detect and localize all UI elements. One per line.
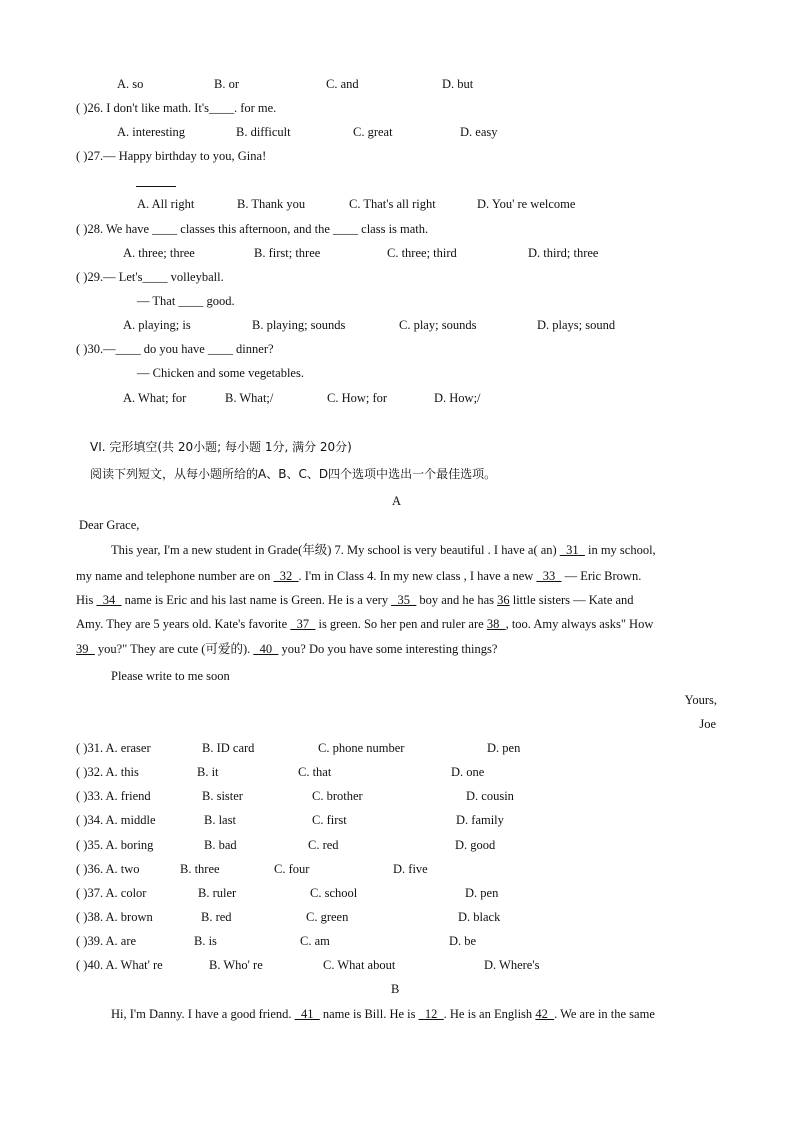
q34-stem: ( )34. A. middle xyxy=(76,813,156,827)
q28-option-d: D. third; three xyxy=(528,246,599,260)
text: you? Do you have some interesting things? xyxy=(278,642,498,656)
section-instruction: 阅读下列短文，从每小题所给的A、B、C、D四个选项中选出一个最佳选项。 xyxy=(90,467,497,481)
text: His xyxy=(76,593,97,607)
blank-37: _37_ xyxy=(290,617,316,631)
q25-option-c: C. and xyxy=(326,77,359,91)
text: you?" They are cute (可爱的). xyxy=(94,642,254,656)
q25-option-d: D. but xyxy=(442,77,474,91)
blank-38: 38_ xyxy=(486,617,506,631)
q27-answer-blank xyxy=(136,186,176,187)
q40-option-b: B. Who' re xyxy=(209,958,263,972)
q37-stem: ( )37. A. color xyxy=(76,886,147,900)
yours: Yours, xyxy=(684,693,717,707)
q40-stem: ( )40. A. What' re xyxy=(76,958,163,972)
q26-option-b: B. difficult xyxy=(236,125,291,139)
q26-option-a: A. interesting xyxy=(117,125,186,139)
closing: Please write to me soon xyxy=(111,669,230,683)
q38-option-c: C. green xyxy=(306,910,349,924)
signature: Joe xyxy=(699,717,716,731)
text: my name and telephone number are on xyxy=(76,569,274,583)
blank-42: 42_ xyxy=(535,1007,555,1021)
q30-reply: — Chicken and some vegetables. xyxy=(137,366,304,380)
blank-33: _33_ xyxy=(536,569,562,583)
q39-option-b: B. is xyxy=(194,934,217,948)
q38-option-d: D. black xyxy=(458,910,501,924)
q28-option-c: C. three; third xyxy=(387,246,457,260)
q31-stem: ( )31. A. eraser xyxy=(76,741,151,755)
text: . I'm in Class 4. In my new class , I have a new xyxy=(298,569,537,583)
text: . He is an English xyxy=(443,1007,536,1021)
q32-option-c: C. that xyxy=(298,765,332,779)
q36-option-b: B. three xyxy=(180,862,220,876)
q27-option-c: C. That's all right xyxy=(349,197,436,211)
q27-option-b: B. Thank you xyxy=(237,197,306,211)
q33-option-d: D. cousin xyxy=(466,789,514,803)
q37-option-b: B. ruler xyxy=(198,886,237,900)
q30-option-a: A. What; for xyxy=(123,391,187,405)
q30-option-c: C. How; for xyxy=(327,391,388,405)
text: Hi, I'm Danny. I have a good friend. xyxy=(111,1007,295,1021)
q32-stem: ( )32. A. this xyxy=(76,765,139,779)
q35-option-d: D. good xyxy=(455,838,496,852)
blank-34: _34_ xyxy=(96,593,122,607)
q31-option-b: B. ID card xyxy=(202,741,255,755)
text: in my school, xyxy=(584,543,656,557)
q28-option-a: A. three; three xyxy=(123,246,195,260)
passage-b-line-1 xyxy=(111,1006,655,1022)
q39-option-d: D. be xyxy=(449,934,477,948)
blank-39: 39_ xyxy=(76,642,95,656)
text: boy and he has xyxy=(416,593,498,607)
text: , too. Amy always asks" How xyxy=(505,617,654,631)
q32-option-b: B. it xyxy=(197,765,219,779)
q33-stem: ( )33. A. friend xyxy=(76,789,151,803)
text: . We are in the same xyxy=(554,1007,655,1021)
q27-option-d: D. You' re welcome xyxy=(477,197,576,211)
q29-option-d: D. plays; sound xyxy=(537,318,616,332)
text: This year, I'm a new student in Grade(年级) 7. My school is very beautiful . I have a( an) xyxy=(111,543,560,557)
blank-36: 36 xyxy=(497,593,510,607)
q28-stem: ( )28. We have ____ classes this afternoon, and the ____ class is math. xyxy=(76,222,429,236)
q26-stem: ( )26. I don't like math. It's____. for me. xyxy=(76,101,277,115)
q29-option-b: B. playing; sounds xyxy=(252,318,346,332)
q34-option-d: D. family xyxy=(456,813,504,827)
text: name is Bill. He is xyxy=(319,1007,419,1021)
q29-reply: — That ____ good. xyxy=(137,294,235,308)
blank-31: _31_ xyxy=(559,543,585,557)
q26-option-c: C. great xyxy=(353,125,393,139)
passage-a-line-4 xyxy=(76,616,653,632)
q34-option-b: B. last xyxy=(204,813,236,827)
q40-option-c: C. What about xyxy=(323,958,396,972)
passage-a-line-5 xyxy=(76,641,497,657)
blank-35: _35_ xyxy=(391,593,417,607)
q35-stem: ( )35. A. boring xyxy=(76,838,154,852)
q35-option-b: B. bad xyxy=(204,838,237,852)
q31-option-d: D. pen xyxy=(487,741,521,755)
q29-stem: ( )29.— Let's____ volleyball. xyxy=(76,270,224,284)
q30-stem: ( )30.—____ do you have ____ dinner? xyxy=(76,342,274,356)
q29-option-a: A. playing; is xyxy=(123,318,191,332)
passage-a-line-3 xyxy=(76,592,634,608)
text: little sisters — Kate and xyxy=(509,593,634,607)
q36-option-d: D. five xyxy=(393,862,428,876)
q30-option-d: D. How;/ xyxy=(434,391,481,405)
text: Amy. They are 5 years old. Kate's favorite xyxy=(76,617,291,631)
q25-option-b: B. or xyxy=(214,77,239,91)
text: — Eric Brown. xyxy=(561,569,642,583)
q39-option-c: C. am xyxy=(300,934,330,948)
q32-option-d: D. one xyxy=(451,765,485,779)
q37-option-c: C. school xyxy=(310,886,358,900)
q30-option-b: B. What;/ xyxy=(225,391,274,405)
blank-40: _40_ xyxy=(253,642,279,656)
text: name is Eric and his last name is Green. He is a very xyxy=(121,593,392,607)
q31-option-c: C. phone number xyxy=(318,741,405,755)
passage-a-heading: A xyxy=(392,494,402,508)
q40-option-d: D. Where's xyxy=(484,958,540,972)
q36-option-c: C. four xyxy=(274,862,310,876)
q29-option-c: C. play; sounds xyxy=(399,318,477,332)
q35-option-c: C. red xyxy=(308,838,339,852)
q37-option-d: D. pen xyxy=(465,886,499,900)
q39-stem: ( )39. A. are xyxy=(76,934,137,948)
q34-option-c: C. first xyxy=(312,813,347,827)
q33-option-b: B. sister xyxy=(202,789,243,803)
q38-option-b: B. red xyxy=(201,910,232,924)
q38-stem: ( )38. A. brown xyxy=(76,910,153,924)
blank-41: _41_ xyxy=(294,1007,320,1021)
passage-a-line-2 xyxy=(76,568,641,584)
passage-a-line-1 xyxy=(111,542,656,558)
blank-32: _32_ xyxy=(273,569,299,583)
salutation: Dear Grace, xyxy=(79,518,140,532)
q36-stem: ( )36. A. two xyxy=(76,862,140,876)
q27-option-a: A. All right xyxy=(137,197,195,211)
q26-option-d: D. easy xyxy=(460,125,498,139)
q27-stem: ( )27.— Happy birthday to you, Gina! xyxy=(76,149,267,163)
text: is green. So her pen and ruler are xyxy=(315,617,487,631)
q25-option-a: A. so xyxy=(117,77,144,91)
blank-12: _12_ xyxy=(418,1007,444,1021)
passage-b-heading: B xyxy=(391,982,400,996)
q33-option-c: C. brother xyxy=(312,789,363,803)
q28-option-b: B. first; three xyxy=(254,246,321,260)
section-title: VI. 完形填空(共 20小题; 每小题 1分, 满分 20分) xyxy=(90,440,352,454)
